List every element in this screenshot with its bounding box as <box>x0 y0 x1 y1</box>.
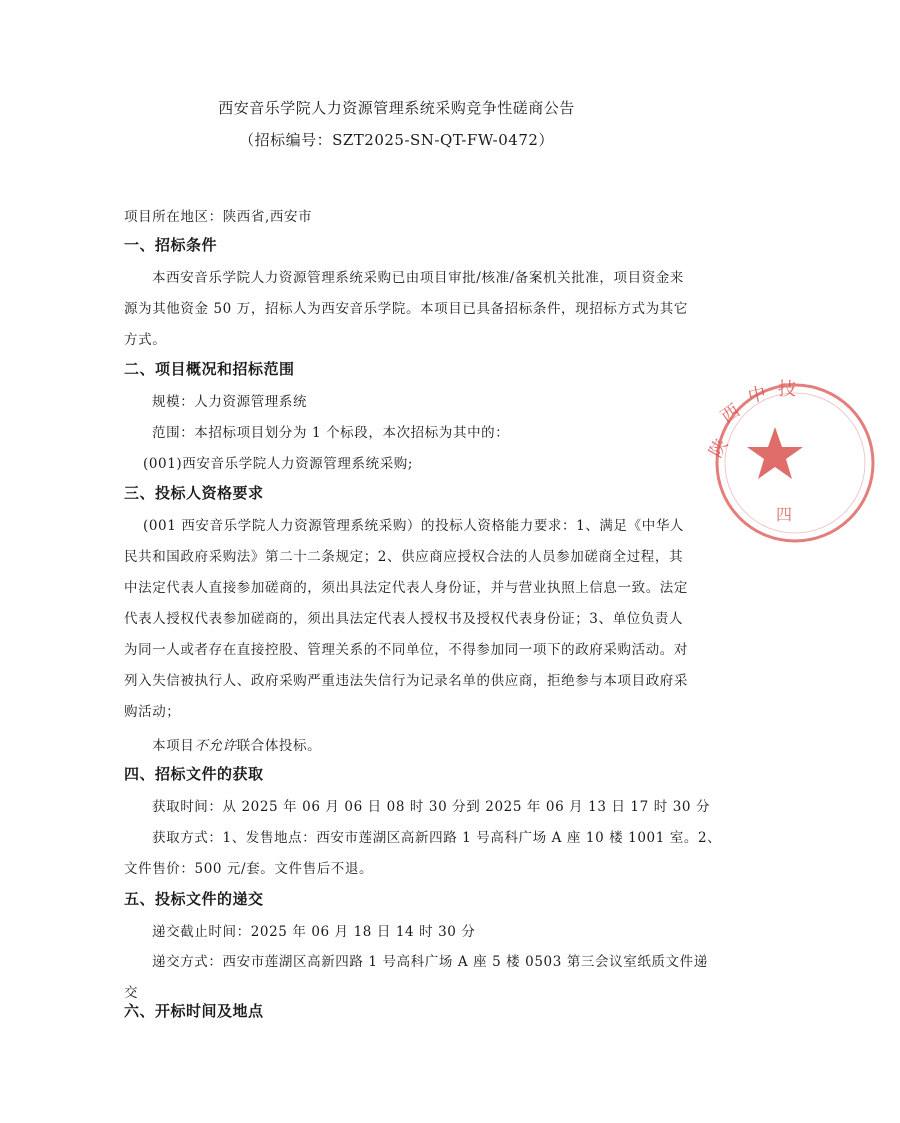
paragraph-line: 为同一人或者存在直接控股、管理关系的不同单位，不得参加同一项下的政府采购活动。对 <box>124 642 688 658</box>
paragraph-line: (001 西安音乐学院人力资源管理系统采购）的投标人资格能力要求：1、满足《中华人 <box>143 518 685 534</box>
consortium-prefix: 本项目 <box>152 738 195 754</box>
document-title: 西安音乐学院人力资源管理系统采购竞争性磋商公告 <box>218 99 575 117</box>
seal-char: 陕 <box>705 435 733 462</box>
section-heading-documents: 四、招标文件的获取 <box>124 765 264 783</box>
paragraph-line: 获取方式：1、发售地点：西安市莲湖区高新四路 1 号高科广场 A 座 10 楼 1001 室。2、 <box>152 830 722 846</box>
paragraph-line: 中法定代表人直接参加磋商的，须出具法定代表人身份证，并与营业执照上信息一致。法定 <box>124 580 688 596</box>
official-seal <box>700 375 900 545</box>
paragraph-line: 文件售价：500 元/套。文件售后不退。 <box>124 861 374 877</box>
paragraph-line: 列入失信被执行人、政府采购严重违法失信行为记录名单的供应商，拒绝参与本项目政府采 <box>124 673 688 689</box>
seal-char: 技 <box>778 379 796 400</box>
paragraph-line: 交 <box>124 985 139 1001</box>
consortium-statement <box>152 734 679 754</box>
paragraph-line: 源为其他资金 50 万，招标人为西安音乐学院。本项目已具备招标条件，现招标方式为其它 <box>124 301 688 317</box>
paragraph-line: (001)西安音乐学院人力资源管理系统采购; <box>143 456 414 472</box>
paragraph-line: 本西安音乐学院人力资源管理系统采购已由项目审批/核准/备案机关批准，项目资金来 <box>152 270 684 286</box>
section-heading-conditions: 一、招标条件 <box>124 236 218 254</box>
paragraph-line: 递交方式：西安市莲湖区高新四路 1 号高科广场 A 座 5 楼 0503 第三会议室纸质文件递 <box>152 954 708 970</box>
paragraph-line: 代表人授权代表参加磋商的，须出具法定代表人授权书及授权代表身份证；3、单位负责人 <box>124 611 684 627</box>
paragraph-line: 获取时间：从 2025 年 06 月 06 日 08 时 30 分到 2025 年 06 月 13 日 17 时 30 分 <box>152 799 711 815</box>
consortium-suffix: 联合体投标。 <box>236 738 322 754</box>
section-heading-opening: 六、开标时间及地点 <box>124 1002 264 1020</box>
paragraph-line: 规模：人力资源管理系统 <box>152 394 308 410</box>
section-heading-qualification: 三、投标人资格要求 <box>124 484 264 502</box>
paragraph-line: 民共和国政府采购法》第二十二条规定；2、供应商应授权合法的人员参加磋商全过程，其 <box>124 549 684 565</box>
tender-code: （招标编号：SZT2025-SN-QT-FW-0472） <box>239 131 554 149</box>
paragraph-line: 方式。 <box>124 332 167 348</box>
section-heading-submission: 五、投标文件的递交 <box>124 890 264 908</box>
seal-bottom-char: 四 <box>776 505 793 524</box>
seal-star-icon <box>747 427 803 479</box>
seal-char: 西 <box>717 400 744 428</box>
paragraph-line: 递交截止时间：2025 年 06 月 18 日 14 时 30 分 <box>152 924 476 940</box>
seal-char: 中 <box>746 383 769 408</box>
paragraph-line: 范围：本招标项目划分为 1 个标段，本次招标为其中的： <box>152 425 510 441</box>
section-heading-overview: 二、项目概况和招标范围 <box>124 360 295 378</box>
paragraph-line: 购活动； <box>124 704 181 720</box>
project-region: 项目所在地区：陕西省,西安市 <box>124 209 313 225</box>
consortium-not-allowed: 不允许 <box>194 738 237 754</box>
